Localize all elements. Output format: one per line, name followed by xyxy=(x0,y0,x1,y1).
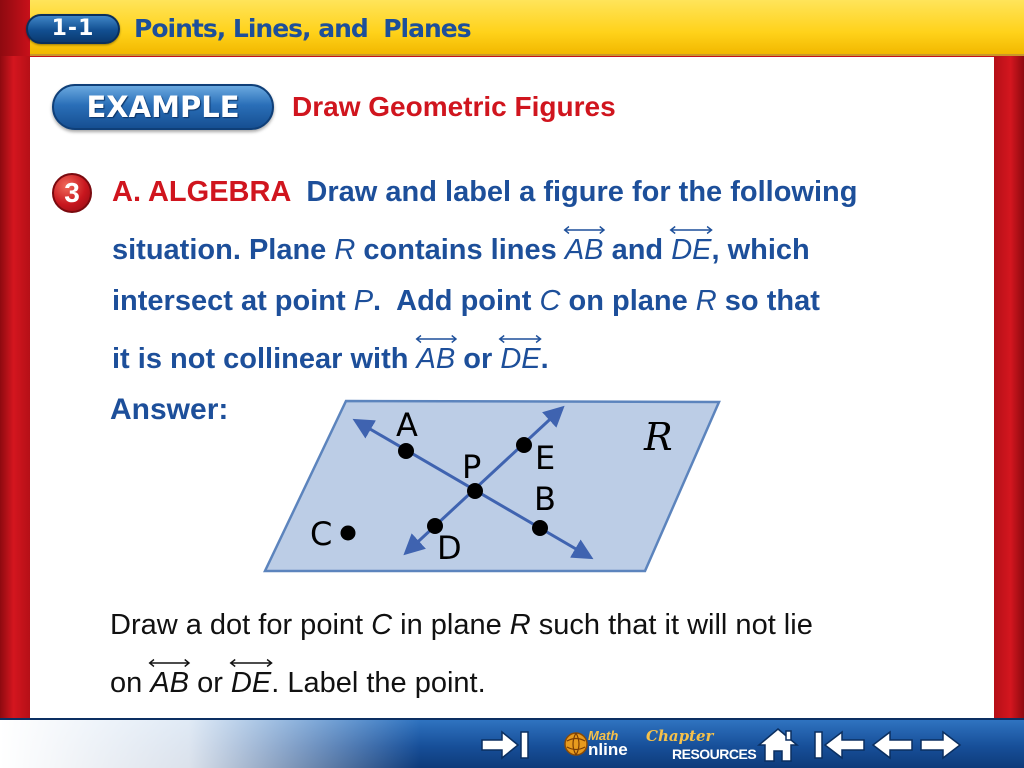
label-plane-r: R xyxy=(644,415,673,459)
navigation-bar-fade xyxy=(0,720,420,768)
explanation-line-1 xyxy=(110,607,813,643)
home-button[interactable] xyxy=(756,726,800,764)
plane-figure xyxy=(262,398,724,576)
part-label: A. ALGEBRA xyxy=(112,176,291,208)
text-run: in plane xyxy=(392,609,510,641)
lesson-number-badge xyxy=(26,14,120,44)
skip-to-end-button[interactable] xyxy=(478,726,534,764)
line-de-notation xyxy=(231,665,271,701)
text-run: on xyxy=(110,667,151,699)
math-online-icon xyxy=(564,730,588,760)
header-bar xyxy=(0,0,1024,56)
double-arrow-icon xyxy=(148,658,191,668)
example-label: EXAMPLE xyxy=(86,90,240,124)
next-slide-icon xyxy=(918,726,964,764)
skip-to-end-icon xyxy=(478,726,534,764)
math-label: Math xyxy=(588,728,619,743)
lesson-title: Points, Lines, and Planes xyxy=(134,14,471,43)
line-name: DE xyxy=(230,667,272,699)
text-run: it is not collinear with xyxy=(112,343,417,375)
line-de-notation xyxy=(671,232,711,268)
text-run: or xyxy=(455,343,501,375)
online-label: nline xyxy=(588,740,628,759)
line-de-notation xyxy=(500,341,540,377)
problem-line-1 xyxy=(112,174,857,210)
line-name: AB xyxy=(150,667,190,699)
double-arrow-icon xyxy=(498,334,542,344)
text-run: such that it will not lie xyxy=(530,609,813,641)
text-run: . xyxy=(540,343,549,375)
problem-line-2 xyxy=(112,232,810,268)
text-run: Draw a dot for point xyxy=(110,609,372,641)
first-slide-button[interactable] xyxy=(812,726,866,764)
resources-label: RESOURCES xyxy=(672,746,757,762)
left-frame-bar xyxy=(0,0,30,768)
label-d: D xyxy=(437,529,462,567)
line-name: DE xyxy=(671,234,712,266)
point-b xyxy=(532,520,548,536)
point-a xyxy=(398,443,414,459)
chapter-resources-button[interactable] xyxy=(646,726,757,764)
plane-name: R xyxy=(509,609,531,641)
point-name: P xyxy=(353,285,374,317)
lesson-number: 1-1 xyxy=(51,16,95,41)
line-ab-notation xyxy=(565,232,604,268)
label-a: A xyxy=(396,406,418,444)
home-icon xyxy=(756,726,800,764)
line-name: AB xyxy=(416,343,456,375)
text-run: on plane xyxy=(560,285,696,317)
math-online-button[interactable] xyxy=(564,726,634,764)
problem-text: Draw and label a figure for the following xyxy=(306,176,858,208)
previous-slide-button[interactable] xyxy=(870,726,914,764)
next-slide-button[interactable] xyxy=(918,726,964,764)
chapter-label: Chapter xyxy=(646,727,714,745)
step-number: 3 xyxy=(64,177,80,208)
explanation-line-2 xyxy=(110,665,486,701)
line-name: AB xyxy=(564,234,604,266)
first-slide-icon xyxy=(812,726,866,764)
text-run: , which xyxy=(711,234,810,266)
navigation-bar xyxy=(0,718,1024,768)
text-run: . Label the point. xyxy=(271,667,486,699)
text-run: situation. Plane xyxy=(112,234,335,266)
text-run: contains lines xyxy=(355,234,565,266)
text-run: intersect at point xyxy=(112,285,354,317)
point-e xyxy=(516,437,532,453)
line-ab-notation xyxy=(417,341,456,377)
example-badge xyxy=(52,84,274,130)
plane-name: R xyxy=(334,234,356,266)
text-run: and xyxy=(603,234,672,266)
label-p: P xyxy=(462,448,482,486)
line-name: DE xyxy=(500,343,541,375)
text-run: or xyxy=(189,667,231,699)
double-arrow-icon xyxy=(415,334,458,344)
label-b: B xyxy=(534,480,556,518)
point-c xyxy=(341,526,356,541)
point-name: C xyxy=(371,609,393,641)
problem-line-3 xyxy=(112,283,820,319)
right-frame-bar xyxy=(994,0,1024,768)
double-arrow-icon xyxy=(669,225,713,235)
previous-slide-icon xyxy=(870,726,914,764)
problem-line-4 xyxy=(112,341,549,377)
point-name: C xyxy=(539,285,561,317)
plane-name: R xyxy=(695,285,717,317)
double-arrow-icon xyxy=(229,658,273,668)
step-number-badge xyxy=(52,173,92,213)
line-ab-notation xyxy=(150,665,189,701)
text-run: . Add point xyxy=(373,285,540,317)
label-e: E xyxy=(535,439,556,477)
label-c: C xyxy=(310,515,333,553)
double-arrow-icon xyxy=(563,225,606,235)
answer-label: Answer: xyxy=(110,393,229,426)
example-title: Draw Geometric Figures xyxy=(292,91,616,122)
text-run: so that xyxy=(716,285,820,317)
